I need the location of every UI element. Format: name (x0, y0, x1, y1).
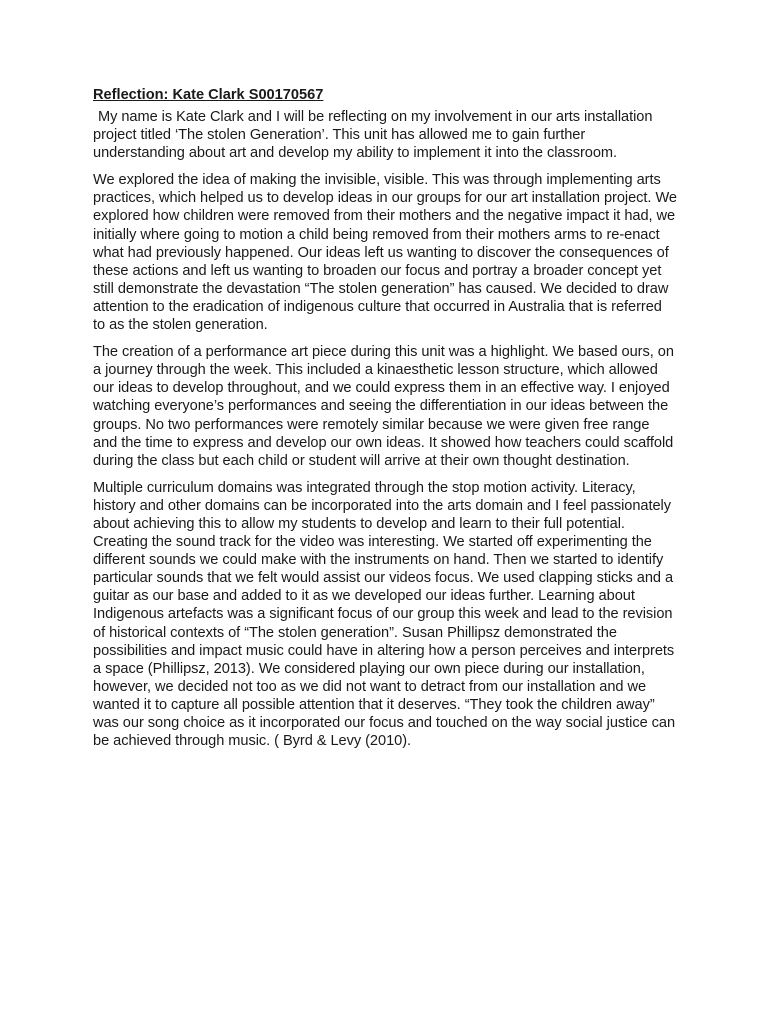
paragraph-invisible-visible: We explored the idea of making the invisible, visible. This was through implementing arts practices, which helped us to develop ideas in our groups for our art installation project. We explored how children were removed from their mothers and the negative impact it had, we initially where going to motion a child being removed from their mothers arms to re-enact what had previously happened. Our ideas left us wanting to discover the consequences of these actions and left us wanting to broaden our focus and portray a broader concept yet still demonstrate the devastation “The stolen generation” has caused. We decided to draw attention to the eradication of indigenous culture that occurred in Australia that is referred to as the stolen generation. (93, 172, 677, 334)
paragraph-performance-art: The creation of a performance art piece during this unit was a highlight. We based ours, on a journey through the week. This included a kinaesthetic lesson structure, which allowed our ideas to develop throughout, and we could express them in an effective way. I enjoyed watching everyone’s performances and seeing the differentiation in our ideas between the groups. No two performances were remotely similar because we were given free range and the time to express and develop our own ideas. It showed how teachers could scaffold during the class but each child or student will arrive at their own thought destination. (93, 344, 674, 469)
paragraph-introduction: My name is Kate Clark and I will be reflecting on my involvement in our arts installation project titled ‘The stolen Generation’. This unit has allowed me to gain further understanding about art and develop my ability to implement it into the classroom. (93, 109, 653, 162)
document-title: Reflection: Kate Clark S00170567 (93, 87, 324, 103)
paragraph-curriculum-domains: Multiple curriculum domains was integrated through the stop motion activity. Literacy, history and other domains can be incorporated into the arts domain and I feel passionately about achieving this to allow my students to develop and learn to their full potential. Creating the sound track for the video was interesting. We started off experimenting the different sounds we could make with the instruments on hand. Then we started to identify particular sounds that we felt would assist our videos focus. We used clapping sticks and a guitar as our base and added to it as we developed our ideas further. Learning about Indigenous artefacts was a significant focus of our group this week and lead to the revision of historical contexts of “The stolen generation”. Susan Phillipsz demonstrated the possibilities and impact music could have in altering how a person perceives and interprets a space (Phillipsz, 2013). We considered playing our own piece during our installation, however, we decided not too as we did not want to detract from our installation and we wanted it to capture all possible attention that it deserves. “They took the children away” was our song choice as it incorporated our focus and touched on the way social justice can be achieved through music. ( Byrd & Levy (2010). (93, 479, 676, 750)
document-page (93, 86, 677, 759)
